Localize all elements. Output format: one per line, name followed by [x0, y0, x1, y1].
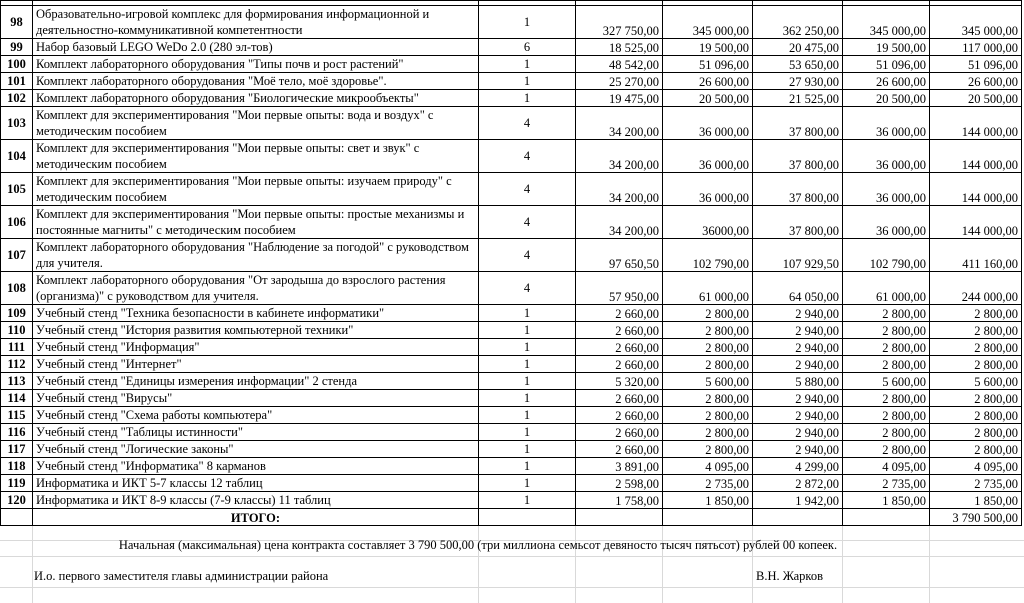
quantity-cell[interactable]: 4	[479, 206, 576, 239]
total-cost-cell[interactable]: 2 800,00	[930, 339, 1022, 356]
price-offer-2-cell[interactable]: 1 850,00	[663, 492, 753, 509]
price-offer-3-cell[interactable]: 2 940,00	[753, 339, 843, 356]
row-number-cell[interactable]: 110	[1, 322, 33, 339]
price-offer-3-cell[interactable]: 1 942,00	[753, 492, 843, 509]
price-offer-1-cell[interactable]: 2 660,00	[576, 356, 663, 373]
quantity-cell[interactable]: 1	[479, 441, 576, 458]
table-row	[1, 339, 1022, 356]
price-offer-2-cell[interactable]: 102 790,00	[663, 239, 753, 272]
item-name-cell[interactable]: Комплект для экспериментирования "Мои первые опыты: вода и воздух" с методическим пособием	[33, 107, 479, 140]
price-offer-1-cell[interactable]: 2 660,00	[576, 322, 663, 339]
price-offer-3-cell[interactable]: 53 650,00	[753, 56, 843, 73]
table-row	[1, 272, 1022, 305]
average-price-cell[interactable]: 26 600,00	[843, 73, 930, 90]
quantity-cell[interactable]: 1	[479, 305, 576, 322]
empty-cell[interactable]	[843, 509, 930, 526]
price-offer-1-cell[interactable]: 3 891,00	[576, 458, 663, 475]
price-offer-3-cell[interactable]: 2 940,00	[753, 424, 843, 441]
average-price-cell[interactable]: 61 000,00	[843, 272, 930, 305]
empty-cell[interactable]	[479, 509, 576, 526]
total-cost-cell[interactable]: 2 800,00	[930, 356, 1022, 373]
average-price-cell[interactable]: 2 800,00	[843, 424, 930, 441]
table-row	[1, 407, 1022, 424]
price-offer-2-cell[interactable]: 2 800,00	[663, 424, 753, 441]
price-offer-2-cell[interactable]: 2 800,00	[663, 390, 753, 407]
grid-line	[575, 524, 576, 603]
row-number-cell[interactable]: 108	[1, 272, 33, 305]
price-offer-3-cell[interactable]: 21 525,00	[753, 90, 843, 107]
table-row	[1, 173, 1022, 206]
quantity-cell[interactable]: 6	[479, 39, 576, 56]
row-number-cell[interactable]: 101	[1, 73, 33, 90]
signer-name: В.Н. Жарков	[756, 569, 824, 583]
average-price-cell[interactable]: 36 000,00	[843, 107, 930, 140]
total-row	[1, 509, 1022, 526]
item-name-cell[interactable]: Комплект лабораторного оборудования "От зародыша до взрослого растения (организма)" с руководством для учителя.	[33, 272, 479, 305]
item-name-cell[interactable]: Учебный стенд "Информация"	[33, 339, 479, 356]
item-name-cell[interactable]: Комплект лабораторного оборудования "Биологические микрообъекты"	[33, 90, 479, 107]
total-cost-cell[interactable]: 345 000,00	[930, 6, 1022, 39]
price-offer-3-cell[interactable]: 362 250,00	[753, 6, 843, 39]
empty-cell[interactable]	[753, 509, 843, 526]
price-offer-1-cell[interactable]: 34 200,00	[576, 173, 663, 206]
total-cost-cell[interactable]: 2 800,00	[930, 322, 1022, 339]
quantity-cell[interactable]: 1	[479, 322, 576, 339]
price-offer-2-cell[interactable]: 2 800,00	[663, 339, 753, 356]
price-offer-1-cell[interactable]: 34 200,00	[576, 107, 663, 140]
average-price-cell[interactable]: 4 095,00	[843, 458, 930, 475]
total-cost-cell[interactable]: 117 000,00	[930, 39, 1022, 56]
average-price-cell[interactable]: 1 850,00	[843, 492, 930, 509]
price-offer-2-cell[interactable]: 4 095,00	[663, 458, 753, 475]
total-cost-cell[interactable]: 144 000,00	[930, 173, 1022, 206]
average-price-cell[interactable]: 102 790,00	[843, 239, 930, 272]
price-offer-2-cell[interactable]: 2 800,00	[663, 322, 753, 339]
item-name-cell[interactable]: Образовательно-игровой комплекс для формирования информационной и деятельностно-коммуникативной компетентности	[33, 6, 479, 39]
average-price-cell[interactable]: 345 000,00	[843, 6, 930, 39]
total-cost-cell[interactable]: 51 096,00	[930, 56, 1022, 73]
empty-cell[interactable]	[576, 509, 663, 526]
price-offer-2-cell[interactable]: 36 000,00	[663, 173, 753, 206]
table-row	[1, 390, 1022, 407]
item-name-cell[interactable]: Учебный стенд "Единицы измерения информации" 2 стенда	[33, 373, 479, 390]
item-name-cell[interactable]: Комплект лабораторного оборудования "Наблюдение за погодой" с руководством для учителя.	[33, 239, 479, 272]
item-name-cell[interactable]: Учебный стенд "Информатика" 8 карманов	[33, 458, 479, 475]
item-name-cell[interactable]: Комплект для экспериментирования "Мои первые опыты: свет и звук" с методическим пособием	[33, 140, 479, 173]
price-offer-1-cell[interactable]: 34 200,00	[576, 206, 663, 239]
average-price-cell[interactable]: 20 500,00	[843, 90, 930, 107]
item-name-cell[interactable]: Комплект лабораторного оборудования "Типы почв и рост растений"	[33, 56, 479, 73]
table-row	[1, 39, 1022, 56]
contract-price-note	[0, 538, 1024, 553]
price-offer-2-cell[interactable]: 36 000,00	[663, 107, 753, 140]
average-price-cell[interactable]: 19 500,00	[843, 39, 930, 56]
total-cost-cell[interactable]: 144 000,00	[930, 206, 1022, 239]
total-cost-cell[interactable]: 244 000,00	[930, 272, 1022, 305]
total-cost-cell[interactable]: 2 800,00	[930, 441, 1022, 458]
row-number-cell[interactable]: 116	[1, 424, 33, 441]
total-cost-cell[interactable]: 2 800,00	[930, 407, 1022, 424]
grid-line	[32, 524, 33, 603]
table-row	[1, 475, 1022, 492]
price-offer-1-cell[interactable]: 5 320,00	[576, 373, 663, 390]
table-row	[1, 6, 1022, 39]
quantity-cell[interactable]: 1	[479, 475, 576, 492]
quantity-cell[interactable]: 1	[479, 407, 576, 424]
total-label-cell[interactable]: ИТОГО:	[33, 509, 479, 526]
price-offer-3-cell[interactable]: 2 940,00	[753, 356, 843, 373]
price-offer-1-cell[interactable]: 34 200,00	[576, 140, 663, 173]
row-number-cell[interactable]: 115	[1, 407, 33, 424]
row-number-cell[interactable]: 114	[1, 390, 33, 407]
item-name-cell[interactable]: Учебный стенд "Логические законы"	[33, 441, 479, 458]
price-offer-3-cell[interactable]: 107 929,50	[753, 239, 843, 272]
price-offer-2-cell[interactable]: 51 096,00	[663, 56, 753, 73]
table-row	[1, 322, 1022, 339]
quantity-cell[interactable]: 1	[479, 56, 576, 73]
row-number-cell[interactable]: 98	[1, 6, 33, 39]
price-offer-2-cell[interactable]: 345 000,00	[663, 6, 753, 39]
total-cost-cell[interactable]: 2 800,00	[930, 424, 1022, 441]
item-name-cell[interactable]: Учебный стенд "История развития компьютерной техники"	[33, 322, 479, 339]
price-offer-1-cell[interactable]: 1 758,00	[576, 492, 663, 509]
grand-total-cell[interactable]: 3 790 500,00	[930, 509, 1022, 526]
price-offer-1-cell[interactable]: 2 660,00	[576, 441, 663, 458]
table-row	[1, 56, 1022, 73]
price-offer-2-cell[interactable]: 2 800,00	[663, 441, 753, 458]
price-offer-3-cell[interactable]: 2 940,00	[753, 390, 843, 407]
total-cost-cell[interactable]: 2 735,00	[930, 475, 1022, 492]
item-name-cell[interactable]: Комплект для экспериментирования "Мои первые опыты: простые механизмы и постоянные магниты" с методическим пособием	[33, 206, 479, 239]
price-offer-2-cell[interactable]: 5 600,00	[663, 373, 753, 390]
quantity-cell[interactable]: 1	[479, 390, 576, 407]
price-offer-2-cell[interactable]: 2 800,00	[663, 407, 753, 424]
average-price-cell[interactable]: 2 800,00	[843, 390, 930, 407]
grid-line	[842, 524, 843, 603]
quantity-cell[interactable]: 4	[479, 140, 576, 173]
quantity-cell[interactable]: 1	[479, 373, 576, 390]
row-number-cell[interactable]: 103	[1, 107, 33, 140]
price-offer-3-cell[interactable]: 2 940,00	[753, 305, 843, 322]
row-number-cell[interactable]: 100	[1, 56, 33, 73]
table-row	[1, 424, 1022, 441]
price-offer-3-cell[interactable]: 2 940,00	[753, 441, 843, 458]
average-price-cell[interactable]: 2 800,00	[843, 407, 930, 424]
price-offer-1-cell[interactable]: 19 475,00	[576, 90, 663, 107]
total-cost-cell[interactable]: 5 600,00	[930, 373, 1022, 390]
table-row	[1, 492, 1022, 509]
price-offer-1-cell[interactable]: 2 598,00	[576, 475, 663, 492]
item-name-cell[interactable]: Информатика и ИКТ 8-9 классы (7-9 классы) 11 таблиц	[33, 492, 479, 509]
total-cost-cell[interactable]: 4 095,00	[930, 458, 1022, 475]
grid-line	[478, 524, 479, 603]
quantity-cell[interactable]: 1	[479, 492, 576, 509]
price-offer-3-cell[interactable]: 2 872,00	[753, 475, 843, 492]
price-offer-1-cell[interactable]: 48 542,00	[576, 56, 663, 73]
table-row	[1, 90, 1022, 107]
item-name-cell[interactable]: Информатика и ИКТ 5-7 классы 12 таблиц	[33, 475, 479, 492]
price-offer-1-cell[interactable]: 97 650,50	[576, 239, 663, 272]
price-offer-3-cell[interactable]: 37 800,00	[753, 140, 843, 173]
quantity-cell[interactable]: 1	[479, 73, 576, 90]
average-price-cell[interactable]: 5 600,00	[843, 373, 930, 390]
price-offer-1-cell[interactable]: 18 525,00	[576, 39, 663, 56]
row-number-cell[interactable]: 112	[1, 356, 33, 373]
quantity-cell[interactable]: 4	[479, 173, 576, 206]
row-number-cell[interactable]: 109	[1, 305, 33, 322]
price-offer-2-cell[interactable]: 26 600,00	[663, 73, 753, 90]
total-cost-cell[interactable]: 20 500,00	[930, 90, 1022, 107]
total-cost-cell[interactable]: 144 000,00	[930, 107, 1022, 140]
total-cost-cell[interactable]: 144 000,00	[930, 140, 1022, 173]
price-offer-3-cell[interactable]: 37 800,00	[753, 206, 843, 239]
table-row	[1, 356, 1022, 373]
quantity-cell[interactable]: 4	[479, 272, 576, 305]
price-offer-1-cell[interactable]: 2 660,00	[576, 424, 663, 441]
item-name-cell[interactable]: Учебный стенд "Таблицы истинности"	[33, 424, 479, 441]
quantity-cell[interactable]: 1	[479, 339, 576, 356]
table-row	[1, 305, 1022, 322]
row-number-cell[interactable]: 99	[1, 39, 33, 56]
row-number-cell[interactable]: 119	[1, 475, 33, 492]
price-offer-3-cell[interactable]: 2 940,00	[753, 407, 843, 424]
price-offer-3-cell[interactable]: 37 800,00	[753, 173, 843, 206]
price-offer-1-cell[interactable]: 57 950,00	[576, 272, 663, 305]
item-name-cell[interactable]: Комплект лабораторного оборудования "Моё тело, моё здоровье".	[33, 73, 479, 90]
total-cost-cell[interactable]: 1 850,00	[930, 492, 1022, 509]
price-offer-3-cell[interactable]: 2 940,00	[753, 322, 843, 339]
row-number-cell[interactable]: 104	[1, 140, 33, 173]
item-name-cell[interactable]: Учебный стенд "Интернет"	[33, 356, 479, 373]
quantity-cell[interactable]: 1	[479, 458, 576, 475]
price-offer-3-cell[interactable]: 20 475,00	[753, 39, 843, 56]
quantity-cell[interactable]: 4	[479, 107, 576, 140]
row-number-cell[interactable]: 120	[1, 492, 33, 509]
empty-cell[interactable]	[1, 509, 33, 526]
table-row	[1, 441, 1022, 458]
price-offer-1-cell[interactable]: 2 660,00	[576, 407, 663, 424]
grid-line	[662, 524, 663, 603]
grid-line	[752, 524, 753, 603]
quantity-cell[interactable]: 1	[479, 356, 576, 373]
average-price-cell[interactable]: 36 000,00	[843, 173, 930, 206]
table-row	[1, 373, 1022, 390]
item-name-cell[interactable]: Учебный стенд "Вирусы"	[33, 390, 479, 407]
price-table-body	[1, 1, 1022, 526]
quantity-cell[interactable]: 4	[479, 239, 576, 272]
average-price-cell[interactable]: 2 800,00	[843, 339, 930, 356]
row-number-cell[interactable]: 102	[1, 90, 33, 107]
signer-position: И.о. первого заместителя главы администрации района	[34, 569, 329, 583]
row-number-cell[interactable]: 107	[1, 239, 33, 272]
average-price-cell[interactable]: 51 096,00	[843, 56, 930, 73]
row-number-cell[interactable]: 106	[1, 206, 33, 239]
average-price-cell[interactable]: 2 800,00	[843, 356, 930, 373]
price-offer-3-cell[interactable]: 4 299,00	[753, 458, 843, 475]
price-offer-2-cell[interactable]: 2 800,00	[663, 356, 753, 373]
price-offer-1-cell[interactable]: 2 660,00	[576, 305, 663, 322]
table-row	[1, 107, 1022, 140]
price-offer-3-cell[interactable]: 27 930,00	[753, 73, 843, 90]
quantity-cell[interactable]: 1	[479, 6, 576, 39]
price-offer-2-cell[interactable]: 2 800,00	[663, 305, 753, 322]
table-row	[1, 140, 1022, 173]
item-name-cell[interactable]: Комплект для экспериментирования "Мои первые опыты: изучаем природу" с методическим пособием	[33, 173, 479, 206]
price-offer-1-cell[interactable]: 327 750,00	[576, 6, 663, 39]
price-offer-2-cell[interactable]: 2 735,00	[663, 475, 753, 492]
price-offer-1-cell[interactable]: 25 270,00	[576, 73, 663, 90]
row-number-cell[interactable]: 118	[1, 458, 33, 475]
average-price-cell[interactable]: 2 800,00	[843, 305, 930, 322]
empty-cell[interactable]	[663, 509, 753, 526]
item-name-cell[interactable]: Набор базовый LEGO WeDo 2.0 (280 эл-тов)	[33, 39, 479, 56]
average-price-cell[interactable]: 36 000,00	[843, 206, 930, 239]
quantity-cell[interactable]: 1	[479, 90, 576, 107]
price-offer-3-cell[interactable]: 37 800,00	[753, 107, 843, 140]
table-row	[1, 73, 1022, 90]
table-row	[1, 239, 1022, 272]
average-price-cell[interactable]: 2 800,00	[843, 441, 930, 458]
price-offer-2-cell[interactable]: 36 000,00	[663, 140, 753, 173]
table-row	[1, 458, 1022, 475]
price-offer-2-cell[interactable]: 36000,00	[663, 206, 753, 239]
table-row	[1, 206, 1022, 239]
contract-price-note-text: Начальная (максимальная) цена контракта составляет 3 790 500,00 (три миллиона семьсот девяносто тысяч пятьсот) рублей 00 копеек.	[118, 538, 838, 552]
total-cost-cell[interactable]: 26 600,00	[930, 73, 1022, 90]
total-cost-cell[interactable]: 411 160,00	[930, 239, 1022, 272]
grid-line	[0, 556, 1024, 557]
price-offer-3-cell[interactable]: 5 880,00	[753, 373, 843, 390]
total-cost-cell[interactable]: 2 800,00	[930, 305, 1022, 322]
average-price-cell[interactable]: 36 000,00	[843, 140, 930, 173]
price-offer-2-cell[interactable]: 20 500,00	[663, 90, 753, 107]
average-price-cell[interactable]: 2 800,00	[843, 322, 930, 339]
grid-line	[0, 587, 1024, 588]
item-name-cell[interactable]: Учебный стенд "Схема работы компьютера"	[33, 407, 479, 424]
item-name-cell[interactable]: Учебный стенд "Техника безопасности в кабинете информатики"	[33, 305, 479, 322]
row-number-cell[interactable]: 105	[1, 173, 33, 206]
price-offer-3-cell[interactable]: 64 050,00	[753, 272, 843, 305]
row-number-cell[interactable]: 117	[1, 441, 33, 458]
price-offer-2-cell[interactable]: 19 500,00	[663, 39, 753, 56]
quantity-cell[interactable]: 1	[479, 424, 576, 441]
grid-line	[929, 524, 930, 603]
total-cost-cell[interactable]: 2 800,00	[930, 390, 1022, 407]
row-number-cell[interactable]: 113	[1, 373, 33, 390]
average-price-cell[interactable]: 2 735,00	[843, 475, 930, 492]
price-offer-1-cell[interactable]: 2 660,00	[576, 339, 663, 356]
row-number-cell[interactable]: 111	[1, 339, 33, 356]
price-offer-1-cell[interactable]: 2 660,00	[576, 390, 663, 407]
price-offer-2-cell[interactable]: 61 000,00	[663, 272, 753, 305]
